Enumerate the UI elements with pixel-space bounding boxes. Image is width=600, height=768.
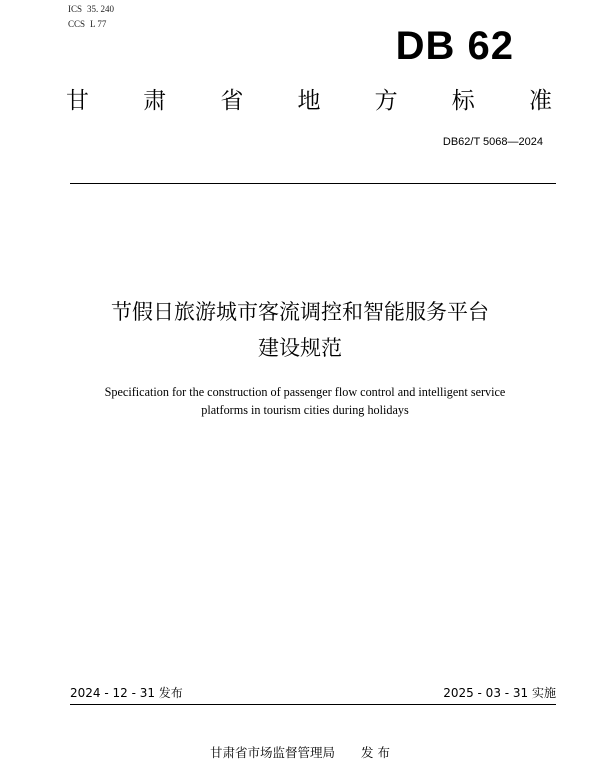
title-cn-line1: 节假日旅游城市客流调控和智能服务平台 <box>111 300 489 324</box>
classification-block <box>68 2 114 32</box>
title-en-line2: platforms in tourism cities during holidays <box>201 403 409 417</box>
issuer-name: 甘肃省市场监督管理局 <box>210 745 336 760</box>
heading-char: 标 <box>451 88 475 114</box>
ics-line <box>68 2 114 17</box>
heading-char: 地 <box>297 88 321 114</box>
top-divider <box>70 183 556 184</box>
province-standard-heading <box>66 86 552 116</box>
heading-char: 甘 <box>66 88 89 114</box>
ccs-line <box>68 17 114 32</box>
heading-char: 方 <box>374 88 398 114</box>
ics-value: 35. 240 <box>87 4 115 14</box>
title-cn-line2: 建设规范 <box>258 336 342 360</box>
issuer-line <box>0 745 600 761</box>
db-logo: DB 62 <box>395 24 514 68</box>
issue-date: 2024 - 12 - 31 发布 <box>70 686 183 700</box>
heading-char: 省 <box>220 88 244 114</box>
implement-date: 2025 - 03 - 31 实施 <box>443 686 556 700</box>
heading-char: 准 <box>528 88 552 114</box>
issuer-action: 发 布 <box>361 745 390 760</box>
ccs-label: CCS <box>68 19 86 29</box>
heading-char: 肃 <box>143 88 167 114</box>
ccs-value: L 77 <box>90 19 107 29</box>
dates-row <box>70 686 556 701</box>
bottom-divider <box>70 704 556 705</box>
ics-label: ICS <box>68 4 83 14</box>
standard-code: DB62/T 5068—2024 <box>442 136 543 148</box>
title-en-line1: Specification for the construction of passenger flow control and intelligent service <box>104 385 506 399</box>
